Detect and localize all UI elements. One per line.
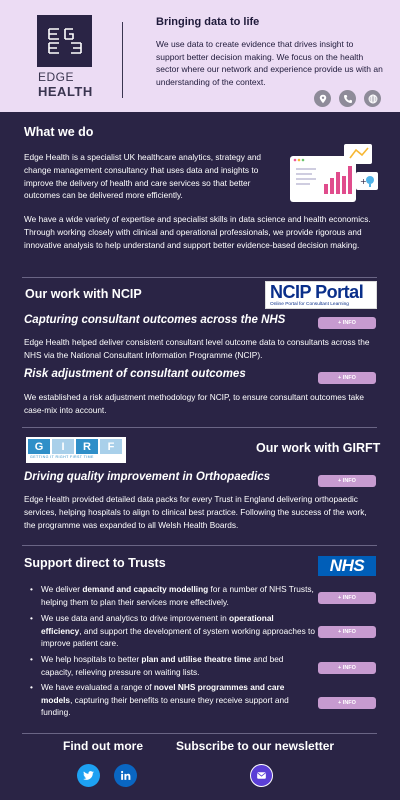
ncip-item2-info-button[interactable]: + INFO xyxy=(318,372,376,384)
ncip-item1-info-button[interactable]: + INFO xyxy=(318,317,376,329)
girft-letter: F xyxy=(100,439,122,454)
girft-logo[interactable] xyxy=(26,437,126,463)
what-we-do-expertise: We have a wide variety of expertise and specialist skills in data science and health economics. Through working closely with clinical and operational professionals, we provide rigorous and innovative analysis to help understand and support better evidence-based decision making. xyxy=(24,214,371,250)
girft-letter: I xyxy=(52,439,74,454)
trusts-item2-info-button[interactable]: + INFO xyxy=(318,626,376,638)
svg-text:+: + xyxy=(360,177,367,186)
girft-heading: Our work with GIRFT xyxy=(256,441,381,455)
ncip-portal-logo[interactable] xyxy=(265,281,377,309)
trusts-item1-info-button[interactable]: + INFO xyxy=(318,592,376,604)
header xyxy=(0,0,400,112)
ncip-item2-text: We established a risk adjustment methodology for NCIP, to ensure consultant outcomes take case-mix into account. xyxy=(24,392,365,415)
trusts-item3-info-button[interactable]: + INFO xyxy=(318,662,376,674)
globe-icon[interactable] xyxy=(364,90,381,107)
ncip-logo-subtext: Online Portal for Consultant Learning xyxy=(270,302,349,307)
header-divider xyxy=(122,22,123,98)
tagline-text: We use data to create evidence that drives insight to support better decision making. We focus on the health sector where our network and experience provide us with an understanding of the context. xyxy=(156,39,383,87)
phone-icon[interactable] xyxy=(339,90,356,107)
newsletter-email-icon[interactable] xyxy=(250,764,273,787)
girft-item-info-button[interactable]: + INFO xyxy=(318,475,376,487)
logo-word-health: HEALTH xyxy=(38,84,93,99)
twitter-icon[interactable] xyxy=(77,764,100,787)
what-we-do-intro: Edge Health is a specialist UK healthcare analytics, strategy and change management consultancy that uses data and insights to improve the delivery of health and care services so that better outcomes can be delivered more efficiently. xyxy=(24,152,262,201)
section-divider xyxy=(22,545,377,546)
section-divider xyxy=(22,427,377,428)
section-divider xyxy=(22,277,377,278)
logo-mark-icon xyxy=(45,25,85,57)
girft-letter: G xyxy=(28,439,50,454)
location-icon[interactable] xyxy=(314,90,331,107)
girft-item-title: Driving quality improvement in Orthopaedics xyxy=(24,471,271,483)
girft-letter: R xyxy=(76,439,98,454)
ncip-item1-title: Capturing consultant outcomes across the NHS xyxy=(24,314,286,326)
ncip-heading: Our work with NCIP xyxy=(25,287,142,301)
subscribe-heading: Subscribe to our newsletter xyxy=(176,739,335,753)
find-out-more-heading: Find out more xyxy=(63,739,143,753)
trusts-heading: Support direct to Trusts xyxy=(24,556,166,570)
tagline-title: Bringing data to life xyxy=(156,16,260,28)
analytics-illustration-icon xyxy=(284,142,380,206)
section-divider xyxy=(22,733,377,734)
edge-health-logo[interactable] xyxy=(37,15,92,67)
linkedin-icon[interactable] xyxy=(114,764,137,787)
nhs-logo[interactable]: NHS xyxy=(318,556,376,576)
ncip-logo-text: NCIP Portal xyxy=(270,282,364,302)
girft-logo-subtext: GETTING IT RIGHT FIRST TIME xyxy=(30,455,94,459)
what-we-do-heading: What we do xyxy=(24,125,94,139)
trusts-item4-info-button[interactable]: + INFO xyxy=(318,697,376,709)
girft-item-text: Edge Health provided detailed data packs for every Trust in England delivering orthopaedic services, helping hospitals to align to clinical best practice. Following the success of the work, the programme was expanded to all Welsh Health Boards. xyxy=(24,494,367,530)
logo-word-edge: EDGE xyxy=(38,70,75,84)
ncip-item2-title: Risk adjustment of consultant outcomes xyxy=(24,368,246,380)
ncip-item1-text: Edge Health helped deliver consistent consultant level outcome data to consultants across the NHS via the National Consultant Information Programme (NCIP). xyxy=(24,337,370,360)
